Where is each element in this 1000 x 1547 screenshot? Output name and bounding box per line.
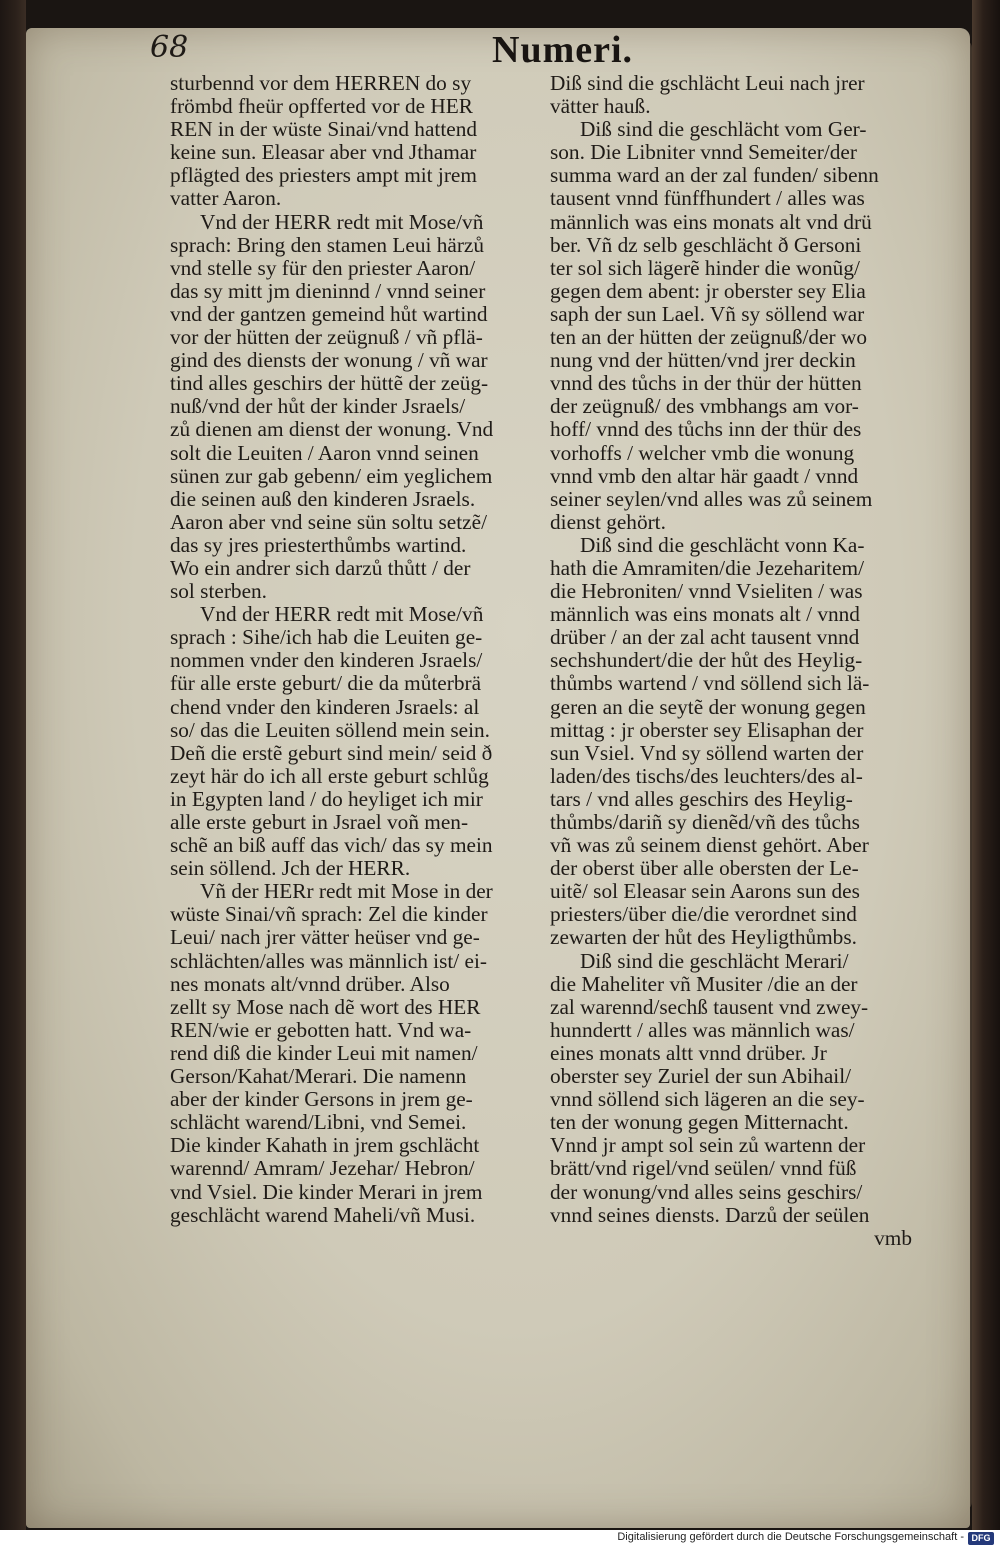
text-line: keine sun. Eleasar aber vnd Jthamar [170,141,477,165]
text-line: Wo ein andrer sich darzů thůtt / der [170,556,471,580]
text-line: solt die Leuiten / Aaron vnnd seinen [170,441,479,465]
text-line: sechshundert/die der hůt des Heylig- [550,649,863,673]
text-line: nes monats alt/vnnd drüber. Also [170,972,450,996]
text-line: Gerson/Kahat/Merari. Die namenn [170,1065,467,1089]
text-line: geschlächt warend Maheli/vñ Musi. [170,1203,476,1227]
text-line: vnnd söllend sich lägeren an die sey- [550,1088,865,1112]
text-line: Diß sind die geschlächt Merari/ [580,949,849,973]
text-line: vmb [874,1226,912,1250]
text-line: schlächt warend/Libni, vnd Semei. [170,1111,467,1135]
text-line: schẽ an biß auff das vich/ das sy mein [170,834,493,858]
text-line: geren an die seytẽ der wonung gegen [550,695,866,719]
text-line: der oberst über alle obersten der Le- [550,857,859,881]
text-line: thůmbs/dariñ sy dienẽd/vñ des tůchs [550,811,860,834]
text-line: vorhoffs / welcher vmb die wonung [550,441,855,465]
text-line: männlich was eins monats alt vnd drü [550,210,872,234]
text-line: Vnd der HERR redt mit Mose/vñ [200,210,484,234]
text-line: vatter Aaron. [170,187,282,211]
digitization-footer [0,1530,1000,1547]
text-line: rend diß die kinder Leui mit namen/ [170,1041,478,1065]
text-line: hoff/ vnnd des tůchs inn der thür des [550,418,862,442]
text-line: für alle erste geburt/ die da můterbrä [170,672,482,696]
text-line: hunndertt / alles was männlich was/ [550,1018,855,1042]
text-line: in Egypten land / do heyliget ich mir [170,787,483,811]
text-line: sprach: Bring den stamen Leui härzů [170,233,485,257]
text-line: das sy jres priesterthůmbs wartind. [170,533,467,557]
text-line: Vnd der HERR redt mit Mose/vñ [200,603,484,627]
text-line: REN in der wüste Sinai/vnd hattend [170,118,477,142]
text-line: alle erste geburt in Jsrael voñ men- [170,811,469,834]
text-line: zeyt här do ich all erste geburt schlůg [170,764,489,788]
text-line: vñ was zů seinem dienst gehört. Aber [550,834,869,858]
text-line: seiner seylen/vnd alles was zů seinem [550,487,873,511]
text-line: dienst gehört. [550,510,666,534]
text-line: die Hebroniten/ vnnd Vsieliten / was [550,580,863,604]
text-line: ber. Vñ dz selb geschlächt ð Gersoni [550,233,862,257]
text-line: nung vnd der hütten/vnd jrer deckin [550,349,856,373]
text-line: zal warennd/sechß tausent vnd zwey- [550,995,869,1019]
text-line: Aaron aber vnd seine sün soltu setzẽ/ [170,510,487,534]
dfg-logo-icon: DFG [968,1532,994,1545]
text-line: sturbennd vor dem HERREN do sy [170,72,472,95]
text-line: drüber / an der zal acht tausent vnnd [550,626,860,650]
text-line: gind des diensts der wonung / vñ war [170,349,488,373]
text-line: REN/wie er gebotten hatt. Vnd wa- [170,1018,472,1042]
text-line: summa ward an der zal funden/ sibenn [550,164,879,188]
text-line: die seinen auß den kinderen Jsraels. [170,487,476,511]
text-line: der wonung/vnd alles seins geschirs/ [550,1180,863,1204]
text-line: wüste Sinai/vñ sprach: Zel die kinder [170,903,488,927]
text-line: Diß sind die geschlächt vonn Ka- [580,533,865,557]
text-column-right [550,72,912,1250]
text-line: zů dienen am dienst der wonung. Vnd [170,418,494,442]
text-line: priesters/über die/die verordnet sind [550,903,857,927]
text-line: Deñ die erstẽ geburt sind mein/ seid ð [170,741,493,765]
text-line: Vnnd jr ampt sol sein zů wartenn der [550,1134,866,1158]
funding-credit: Digitalisierung gefördert durch die Deutsche Forschungsgemeinschaft - [617,1531,964,1543]
text-line: tars / vnd alles geschirs des Heylig- [550,787,853,811]
text-line: pflägted des priesters ampt mit jrem [170,164,477,188]
text-line: Leui/ nach jrer vätter heüser vnd ge- [170,926,480,950]
text-line: das sy mitt jm dieninnd / vnnd seiner [170,279,486,303]
text-line: Diß sind die geschlächt vom Ger- [580,118,867,142]
text-line: nuß/vnd der hůt der kinder Jsraels/ [170,395,466,419]
page-header [150,28,930,72]
text-line: aber der kinder Gersons in jrem ge- [170,1088,473,1112]
text-line: mittag : jr oberster sey Elisaphan der [550,718,864,742]
text-line: sünen zur gab gebenn/ eim yeglichem [170,464,493,488]
text-line: gegen dem abent: jr oberster sey Elia [550,279,866,303]
running-title: Numeri. [492,29,634,71]
text-line: vor der hütten der zeügnuß / vñ pflä- [170,326,483,350]
text-line: vätter hauß. [550,95,651,119]
book-board-right [972,0,1000,1530]
text-line: vnd der gantzen gemeind hůt wartind [170,302,488,326]
text-line: männlich was eins monats alt / vnnd [550,603,860,627]
text-column-left [170,72,542,1227]
text-line: zewarten der hůt des Heyligthůmbs. [550,926,857,950]
book-board-left [0,0,26,1530]
text-line: nommen vnder den kinderen Jsraels/ [170,649,483,673]
text-line: sprach : Sihe/ich hab die Leuiten ge- [170,626,483,650]
text-line: sein söllend. Jch der HERR. [170,857,411,881]
text-line: tind alles geschirs der hüttẽ der zeüg- [170,372,489,396]
text-line: ten an der hütten der zeügnuß/der wo [550,326,867,350]
text-line: warennd/ Amram/ Jezehar/ Hebron/ [170,1157,475,1181]
text-line: eines monats altt vnnd drüber. Jr [550,1041,827,1065]
text-line: ter sol sich lägerẽ hinder die wonũg/ [550,256,860,280]
text-line: die Maheliter vñ Musiter /die an der [550,972,858,996]
text-line: vnd stelle sy für den priester Aaron/ [170,256,476,280]
text-line: hath die Amramiten/die Jezeharitem/ [550,556,865,580]
text-line: Vñ der HERr redt mit Mose in der [200,880,493,904]
text-line: der zeügnuß/ des vmbhangs am vor- [550,395,859,419]
text-line: sun Vsiel. Vnd sy söllend warten der [550,741,864,765]
text-line: vnnd seines diensts. Darzů der seülen [550,1203,870,1227]
text-line: tausent vnnd fünffhundert / alles was [550,187,865,211]
text-line: thůmbs wartend / vnd söllend sich lä- [550,672,870,696]
text-line: zellt sy Mose nach dẽ wort des HER [170,995,481,1019]
text-line: vnnd vmb den altar här gaadt / vnnd [550,464,859,488]
text-line: brätt/vnd rigel/vnd seülen/ vnnd füß [550,1157,857,1181]
text-line: vnnd des tůchs in der thür der hütten [550,372,862,396]
text-line: Die kinder Kahath in jrem gschlächt [170,1134,480,1158]
text-line: uitẽ/ sol Eleasar sein Aarons sun des [550,880,860,904]
text-line: sol sterben. [170,580,268,604]
text-line: laden/des tischs/des leuchters/des al- [550,764,863,788]
text-line: frömbd fheür opfferted vor de HER [170,95,473,119]
text-line: ten der wonung gegen Mitternacht. [550,1111,849,1135]
text-line: vnd Vsiel. Die kinder Merari in jrem [170,1180,483,1204]
text-line: oberster sey Zuriel der sun Abihail/ [550,1065,852,1089]
text-line: son. Die Libniter vnnd Semeiter/der [550,141,857,165]
page-number: 68 [150,30,189,65]
text-line: Diß sind die gschlächt Leui nach jrer [550,72,865,95]
text-line: so/ das die Leuiten söllend mein sein. [170,718,490,742]
text-line: chend vnder den kinderen Jsraels: al [170,695,480,719]
text-line: schlächten/alles was männlich ist/ ei- [170,949,487,973]
text-line: saph der sun Lael. Vñ sy söllend war [550,302,865,326]
